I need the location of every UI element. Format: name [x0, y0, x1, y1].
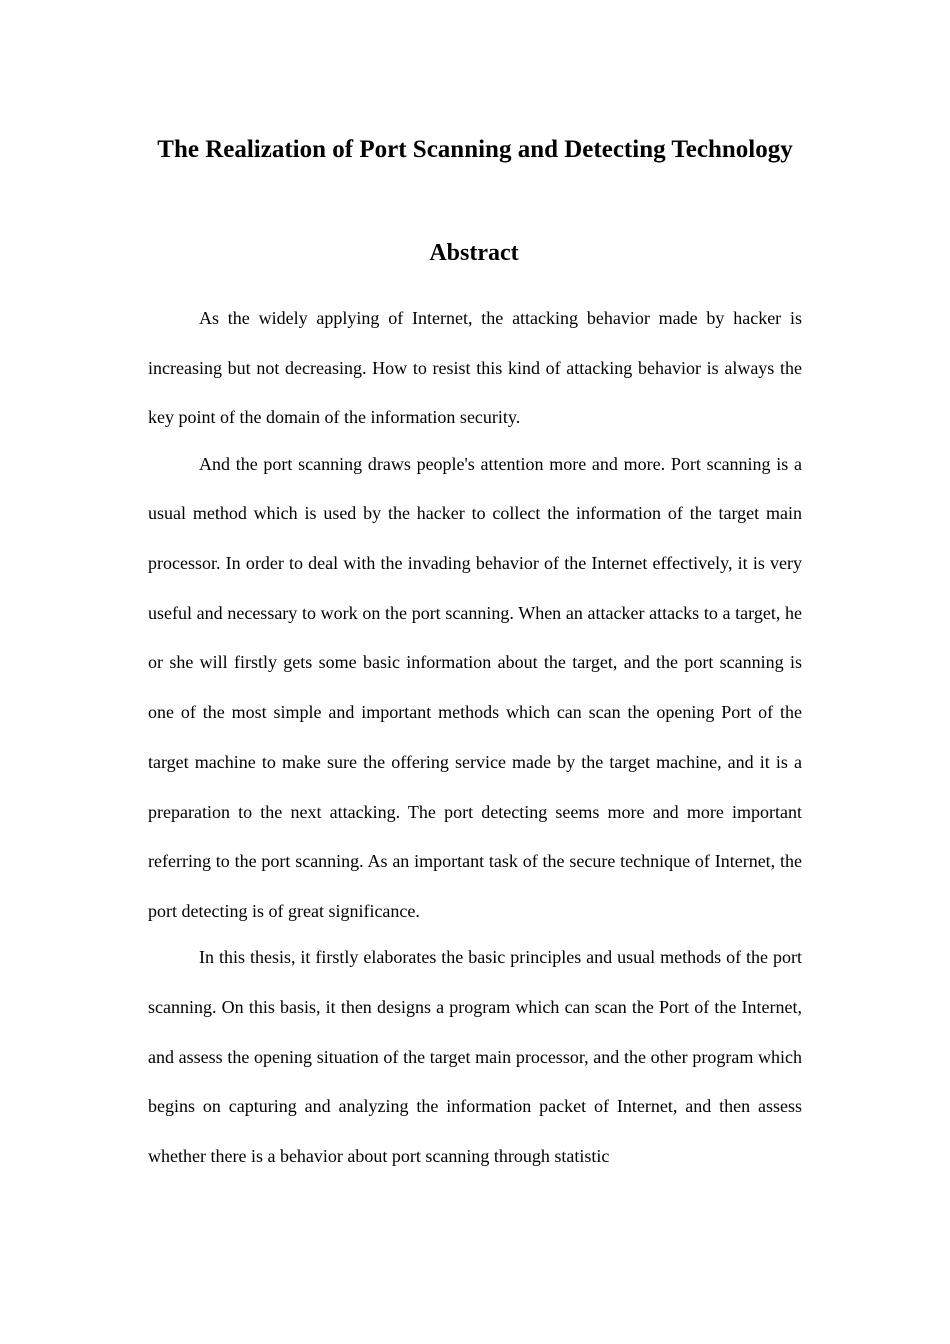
document-title: The Realization of Port Scanning and Detecting Technology [157, 136, 793, 163]
abstract-paragraph-2: And the port scanning draws people's attention more and more. Port scanning is a usual method which is used by the hacker to collect the information of the target main processor. In order to deal with the invading behavior of the Internet effectively, it is very useful and necessary to work on the port scanning. When an attacker attacks to a target, he or she will firstly gets some basic information about the target, and the port scanning is one of the most simple and important methods which can scan the opening Port of the target machine to make sure the offering service made by the target machine, and it is a preparation to the next attacking. The port detecting seems more and more important referring to the port scanning. As an important task of the secure technique of Internet, the port detecting is of great significance. [148, 453, 802, 921]
abstract-heading: Abstract [429, 240, 519, 266]
abstract-body [148, 294, 802, 1178]
abstract-paragraph-1: As the widely applying of Internet, the attacking behavior made by hacker is increasing but not decreasing. How to resist this kind of attacking behavior is always the key point of the domain of the information security. [148, 308, 802, 428]
abstract-paragraph-3: In this thesis, it firstly elaborates the basic principles and usual methods of the port scanning. On this basis, it then designs a program which can scan the Port of the Internet, and assess the opening situation of the target main processor, and the other program which begins on capturing and analyzing the information packet of Internet, and then assess whether there is a behavior about port scanning through statistic [148, 947, 802, 1166]
